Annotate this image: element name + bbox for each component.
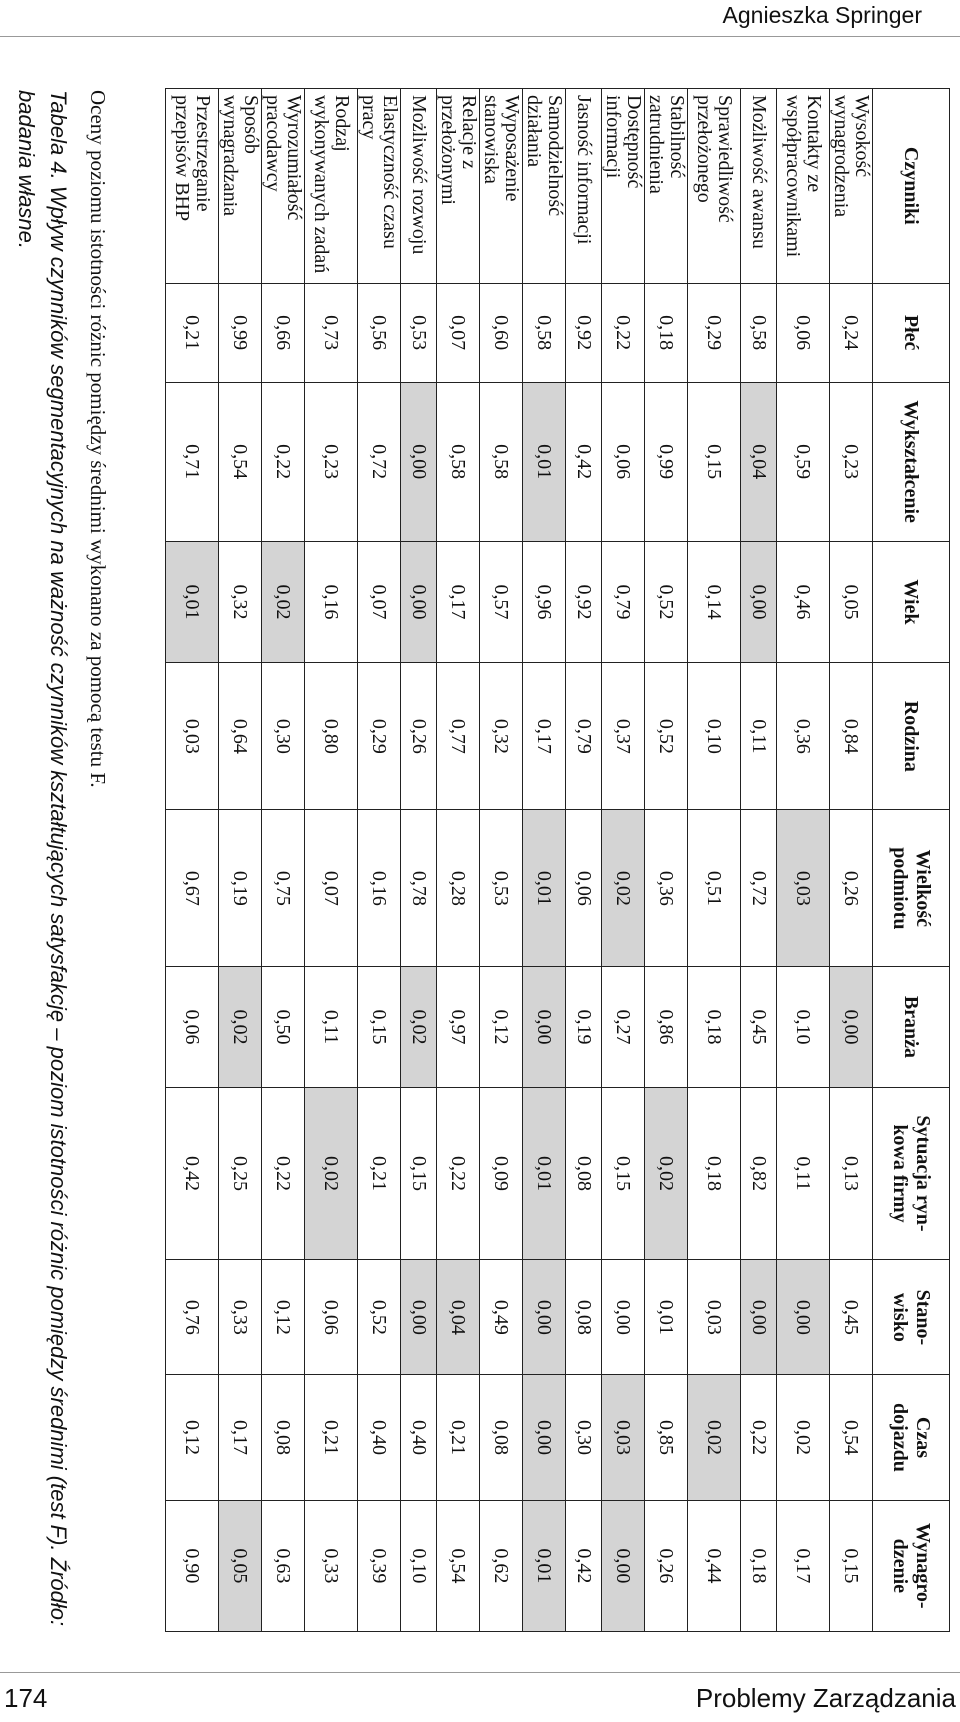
value-cell: 0,53 bbox=[401, 283, 437, 382]
column-header-line: dojazdu bbox=[889, 1403, 911, 1472]
value-cell: 0,07 bbox=[437, 283, 480, 382]
value-cell: 0,01 bbox=[523, 810, 566, 967]
column-header-line: Płeć bbox=[900, 314, 923, 351]
value-cell: 0,07 bbox=[358, 541, 401, 663]
column-header bbox=[873, 1260, 950, 1375]
value-cell: 0,21 bbox=[166, 283, 219, 382]
value-cell: 0,01 bbox=[523, 1500, 566, 1631]
value-cell: 0,11 bbox=[741, 663, 777, 810]
value-cell: 0,01 bbox=[645, 1260, 688, 1375]
table-row bbox=[645, 89, 688, 1632]
factor-cell: Wysokość wynagrodzenia bbox=[830, 89, 873, 284]
value-cell: 0,73 bbox=[305, 283, 358, 382]
value-cell: 0,82 bbox=[741, 1087, 777, 1260]
value-cell: 0,10 bbox=[777, 967, 830, 1087]
value-cell: 0,26 bbox=[830, 810, 873, 967]
column-header-line: kowa firmy bbox=[889, 1124, 911, 1223]
column-header bbox=[873, 1375, 950, 1500]
value-cell: 0,49 bbox=[480, 1260, 523, 1375]
value-cell: 0,15 bbox=[358, 967, 401, 1087]
column-header-line: Czas bbox=[912, 1416, 934, 1459]
column-header bbox=[873, 283, 950, 382]
value-cell: 0,06 bbox=[777, 283, 830, 382]
value-cell: 0,15 bbox=[602, 1087, 645, 1260]
value-cell: 0,13 bbox=[830, 1087, 873, 1260]
table-caption: Tabela 4. Wpływ czynników segmentacyjnych na ważność czynników kształtujących satysfakcję – poziom istotności różnic pomiędzy średnimi (test F). Źródło: badania własne. bbox=[14, 90, 71, 1627]
value-cell: 0,90 bbox=[166, 1500, 219, 1631]
factor-cell: Elastyczność czasu pracy bbox=[358, 89, 401, 284]
value-cell: 0,14 bbox=[688, 541, 741, 663]
journal-name: Problemy Zarządzania bbox=[695, 1683, 956, 1713]
value-cell: 0,77 bbox=[437, 663, 480, 810]
factor-cell: Jasność informacji bbox=[566, 89, 602, 284]
table-row bbox=[480, 89, 523, 1632]
value-cell: 0,06 bbox=[305, 1260, 358, 1375]
value-cell: 0,63 bbox=[262, 1500, 305, 1631]
column-header-line: Wielkość bbox=[912, 849, 934, 928]
value-cell: 0,86 bbox=[645, 967, 688, 1087]
value-cell: 0,54 bbox=[219, 382, 262, 541]
value-cell: 0,00 bbox=[602, 1500, 645, 1631]
value-cell: 0,01 bbox=[523, 382, 566, 541]
value-cell: 0,29 bbox=[358, 663, 401, 810]
value-cell: 0,18 bbox=[741, 1500, 777, 1631]
value-cell: 0,59 bbox=[777, 382, 830, 541]
table-row bbox=[358, 89, 401, 1632]
value-cell: 0,16 bbox=[358, 810, 401, 967]
value-cell: 0,18 bbox=[645, 283, 688, 382]
value-cell: 0,42 bbox=[166, 1087, 219, 1260]
value-cell: 0,30 bbox=[262, 663, 305, 810]
value-cell: 0,53 bbox=[480, 810, 523, 967]
value-cell: 0,66 bbox=[262, 283, 305, 382]
value-cell: 0,11 bbox=[777, 1087, 830, 1260]
table-row bbox=[777, 89, 830, 1632]
value-cell: 0,11 bbox=[305, 967, 358, 1087]
column-header-line: Branża bbox=[900, 995, 923, 1059]
value-cell: 0,10 bbox=[401, 1500, 437, 1631]
value-cell: 0,15 bbox=[401, 1087, 437, 1260]
value-cell: 0,08 bbox=[566, 1260, 602, 1375]
value-cell: 0,22 bbox=[262, 382, 305, 541]
column-header bbox=[873, 1087, 950, 1260]
page-number: 174 bbox=[4, 1683, 48, 1713]
value-cell: 0,25 bbox=[219, 1087, 262, 1260]
value-cell: 0,17 bbox=[777, 1500, 830, 1631]
value-cell: 0,15 bbox=[830, 1500, 873, 1631]
value-cell: 0,58 bbox=[523, 283, 566, 382]
value-cell: 0,44 bbox=[688, 1500, 741, 1631]
value-cell: 0,45 bbox=[830, 1260, 873, 1375]
value-cell: 0,64 bbox=[219, 663, 262, 810]
column-header-line: Stano- bbox=[912, 1289, 934, 1346]
value-cell: 0,78 bbox=[401, 810, 437, 967]
value-cell: 0,16 bbox=[305, 541, 358, 663]
value-cell: 0,60 bbox=[480, 283, 523, 382]
value-cell: 0,28 bbox=[437, 810, 480, 967]
column-header-line: Wiek bbox=[900, 579, 923, 625]
value-cell: 0,02 bbox=[645, 1087, 688, 1260]
table-row bbox=[566, 89, 602, 1632]
value-cell: 0,99 bbox=[645, 382, 688, 541]
value-cell: 0,03 bbox=[688, 1260, 741, 1375]
value-cell: 0,27 bbox=[602, 967, 645, 1087]
value-cell: 0,92 bbox=[566, 283, 602, 382]
factor-cell: Sprawiedliwość przełożonego bbox=[688, 89, 741, 284]
table-row bbox=[830, 89, 873, 1632]
value-cell: 0,00 bbox=[777, 1260, 830, 1375]
column-header bbox=[873, 541, 950, 663]
value-cell: 0,58 bbox=[480, 382, 523, 541]
value-cell: 0,02 bbox=[688, 1375, 741, 1500]
value-cell: 0,36 bbox=[777, 663, 830, 810]
value-cell: 0,01 bbox=[523, 1087, 566, 1260]
significance-table bbox=[165, 88, 950, 1632]
value-cell: 0,17 bbox=[437, 541, 480, 663]
value-cell: 0,75 bbox=[262, 810, 305, 967]
value-cell: 0,18 bbox=[688, 1087, 741, 1260]
value-cell: 0,40 bbox=[401, 1375, 437, 1500]
value-cell: 0,12 bbox=[262, 1260, 305, 1375]
value-cell: 0,33 bbox=[305, 1500, 358, 1631]
value-cell: 0,00 bbox=[523, 1375, 566, 1500]
factor-cell: Wyposażenie stanowiska bbox=[480, 89, 523, 284]
value-cell: 0,40 bbox=[358, 1375, 401, 1500]
value-cell: 0,72 bbox=[358, 382, 401, 541]
factor-cell: Samodzielność działania bbox=[523, 89, 566, 284]
value-cell: 0,92 bbox=[566, 541, 602, 663]
value-cell: 0,04 bbox=[741, 382, 777, 541]
value-cell: 0,54 bbox=[830, 1375, 873, 1500]
table-row bbox=[305, 89, 358, 1632]
value-cell: 0,72 bbox=[741, 810, 777, 967]
header-rule bbox=[0, 36, 960, 37]
column-header-line: dzenie bbox=[889, 1538, 911, 1594]
value-cell: 0,51 bbox=[688, 810, 741, 967]
value-cell: 0,00 bbox=[741, 1260, 777, 1375]
value-cell: 0,00 bbox=[602, 1260, 645, 1375]
value-cell: 0,00 bbox=[401, 1260, 437, 1375]
value-cell: 0,26 bbox=[645, 1500, 688, 1631]
value-cell: 0,00 bbox=[830, 967, 873, 1087]
value-cell: 0,06 bbox=[166, 967, 219, 1087]
table-row bbox=[166, 89, 219, 1632]
column-header-line: Rodzina bbox=[900, 700, 923, 772]
value-cell: 0,17 bbox=[523, 663, 566, 810]
value-cell: 0,42 bbox=[566, 382, 602, 541]
table-row bbox=[688, 89, 741, 1632]
value-cell: 0,76 bbox=[166, 1260, 219, 1375]
factor-cell: Możliwość awansu bbox=[741, 89, 777, 284]
value-cell: 0,45 bbox=[741, 967, 777, 1087]
value-cell: 0,79 bbox=[566, 663, 602, 810]
factor-cell: Stabilność zatrudnienia bbox=[645, 89, 688, 284]
value-cell: 0,19 bbox=[566, 967, 602, 1087]
value-cell: 0,30 bbox=[566, 1375, 602, 1500]
value-cell: 0,08 bbox=[262, 1375, 305, 1500]
value-cell: 0,02 bbox=[602, 810, 645, 967]
value-cell: 0,09 bbox=[480, 1087, 523, 1260]
value-cell: 0,58 bbox=[437, 382, 480, 541]
value-cell: 0,32 bbox=[480, 663, 523, 810]
value-cell: 0,22 bbox=[741, 1375, 777, 1500]
value-cell: 0,80 bbox=[305, 663, 358, 810]
value-cell: 0,00 bbox=[401, 541, 437, 663]
value-cell: 0,97 bbox=[437, 967, 480, 1087]
value-cell: 0,56 bbox=[358, 283, 401, 382]
column-header-line: Czynniki bbox=[900, 146, 923, 225]
value-cell: 0,52 bbox=[645, 663, 688, 810]
value-cell: 0,52 bbox=[645, 541, 688, 663]
value-cell: 0,07 bbox=[305, 810, 358, 967]
value-cell: 0,32 bbox=[219, 541, 262, 663]
value-cell: 0,58 bbox=[741, 283, 777, 382]
value-cell: 0,17 bbox=[219, 1375, 262, 1500]
value-cell: 0,54 bbox=[437, 1500, 480, 1631]
value-cell: 0,03 bbox=[777, 810, 830, 967]
value-cell: 0,06 bbox=[602, 382, 645, 541]
value-cell: 0,02 bbox=[401, 967, 437, 1087]
value-cell: 0,33 bbox=[219, 1260, 262, 1375]
value-cell: 0,22 bbox=[262, 1087, 305, 1260]
value-cell: 0,15 bbox=[688, 382, 741, 541]
table-row bbox=[523, 89, 566, 1632]
value-cell: 0,50 bbox=[262, 967, 305, 1087]
column-header bbox=[873, 810, 950, 967]
factor-cell: Sposób wynagradzania bbox=[219, 89, 262, 284]
value-cell: 0,21 bbox=[437, 1375, 480, 1500]
value-cell: 0,12 bbox=[166, 1375, 219, 1500]
value-cell: 0,37 bbox=[602, 663, 645, 810]
value-cell: 0,67 bbox=[166, 810, 219, 967]
value-cell: 0,96 bbox=[523, 541, 566, 663]
value-cell: 0,46 bbox=[777, 541, 830, 663]
value-cell: 0,02 bbox=[777, 1375, 830, 1500]
table-row bbox=[741, 89, 777, 1632]
factor-cell: Możliwość rozwoju bbox=[401, 89, 437, 284]
column-header bbox=[873, 967, 950, 1087]
value-cell: 0,08 bbox=[566, 1087, 602, 1260]
column-header-line: podmiotu bbox=[889, 847, 911, 930]
value-cell: 0,00 bbox=[401, 382, 437, 541]
value-cell: 0,02 bbox=[305, 1087, 358, 1260]
running-header-author: Agnieszka Springer bbox=[722, 2, 922, 28]
value-cell: 0,21 bbox=[305, 1375, 358, 1500]
column-header-line: Sytuacja ryn- bbox=[912, 1115, 934, 1232]
table-row bbox=[219, 89, 262, 1632]
value-cell: 0,21 bbox=[358, 1087, 401, 1260]
column-header-line: Wynagro- bbox=[912, 1523, 934, 1609]
table-row bbox=[437, 89, 480, 1632]
value-cell: 0,03 bbox=[166, 663, 219, 810]
table-row bbox=[262, 89, 305, 1632]
value-cell: 0,22 bbox=[437, 1087, 480, 1260]
value-cell: 0,42 bbox=[566, 1500, 602, 1631]
value-cell: 0,99 bbox=[219, 283, 262, 382]
value-cell: 0,12 bbox=[480, 967, 523, 1087]
factor-cell: Rodzaj wykonywanych zadań bbox=[305, 89, 358, 284]
value-cell: 0,79 bbox=[602, 541, 645, 663]
factor-cell: Wyrozumiałość pracodawcy bbox=[262, 89, 305, 284]
value-cell: 0,29 bbox=[688, 283, 741, 382]
value-cell: 0,02 bbox=[262, 541, 305, 663]
value-cell: 0,39 bbox=[358, 1500, 401, 1631]
value-cell: 0,02 bbox=[219, 967, 262, 1087]
table-body bbox=[166, 89, 873, 1632]
table-row bbox=[602, 89, 645, 1632]
column-header-line: wisko bbox=[889, 1292, 911, 1342]
table-row bbox=[401, 89, 437, 1632]
table-note: Oceny poziomu istotności różnic pomiędzy średnimi wykonano za pomocą testu F. bbox=[86, 90, 110, 788]
value-cell: 0,57 bbox=[480, 541, 523, 663]
value-cell: 0,24 bbox=[830, 283, 873, 382]
footer-rule bbox=[0, 1672, 960, 1673]
value-cell: 0,05 bbox=[830, 541, 873, 663]
table-header-row bbox=[873, 89, 950, 1632]
value-cell: 0,00 bbox=[523, 1260, 566, 1375]
column-header-line: Wykształcenie bbox=[900, 400, 923, 523]
value-cell: 0,00 bbox=[741, 541, 777, 663]
value-cell: 0,00 bbox=[523, 967, 566, 1087]
value-cell: 0,85 bbox=[645, 1375, 688, 1500]
value-cell: 0,23 bbox=[305, 382, 358, 541]
value-cell: 0,03 bbox=[602, 1375, 645, 1500]
value-cell: 0,52 bbox=[358, 1260, 401, 1375]
value-cell: 0,19 bbox=[219, 810, 262, 967]
value-cell: 0,84 bbox=[830, 663, 873, 810]
value-cell: 0,62 bbox=[480, 1500, 523, 1631]
factor-cell: Relacje z przełożonymi bbox=[437, 89, 480, 284]
factor-cell: Przestrzeganie przepisów BHP bbox=[166, 89, 219, 284]
value-cell: 0,26 bbox=[401, 663, 437, 810]
column-header bbox=[873, 1500, 950, 1631]
value-cell: 0,23 bbox=[830, 382, 873, 541]
value-cell: 0,71 bbox=[166, 382, 219, 541]
rotated-table-block bbox=[0, 60, 960, 1640]
value-cell: 0,22 bbox=[602, 283, 645, 382]
column-header bbox=[873, 89, 950, 284]
factor-cell: Dostępność informacji bbox=[602, 89, 645, 284]
factor-cell: Kontakty ze współpracownikami bbox=[777, 89, 830, 284]
value-cell: 0,10 bbox=[688, 663, 741, 810]
column-header bbox=[873, 382, 950, 541]
value-cell: 0,04 bbox=[437, 1260, 480, 1375]
value-cell: 0,06 bbox=[566, 810, 602, 967]
value-cell: 0,36 bbox=[645, 810, 688, 967]
value-cell: 0,08 bbox=[480, 1375, 523, 1500]
value-cell: 0,01 bbox=[166, 541, 219, 663]
value-cell: 0,18 bbox=[688, 967, 741, 1087]
value-cell: 0,05 bbox=[219, 1500, 262, 1631]
column-header bbox=[873, 663, 950, 810]
